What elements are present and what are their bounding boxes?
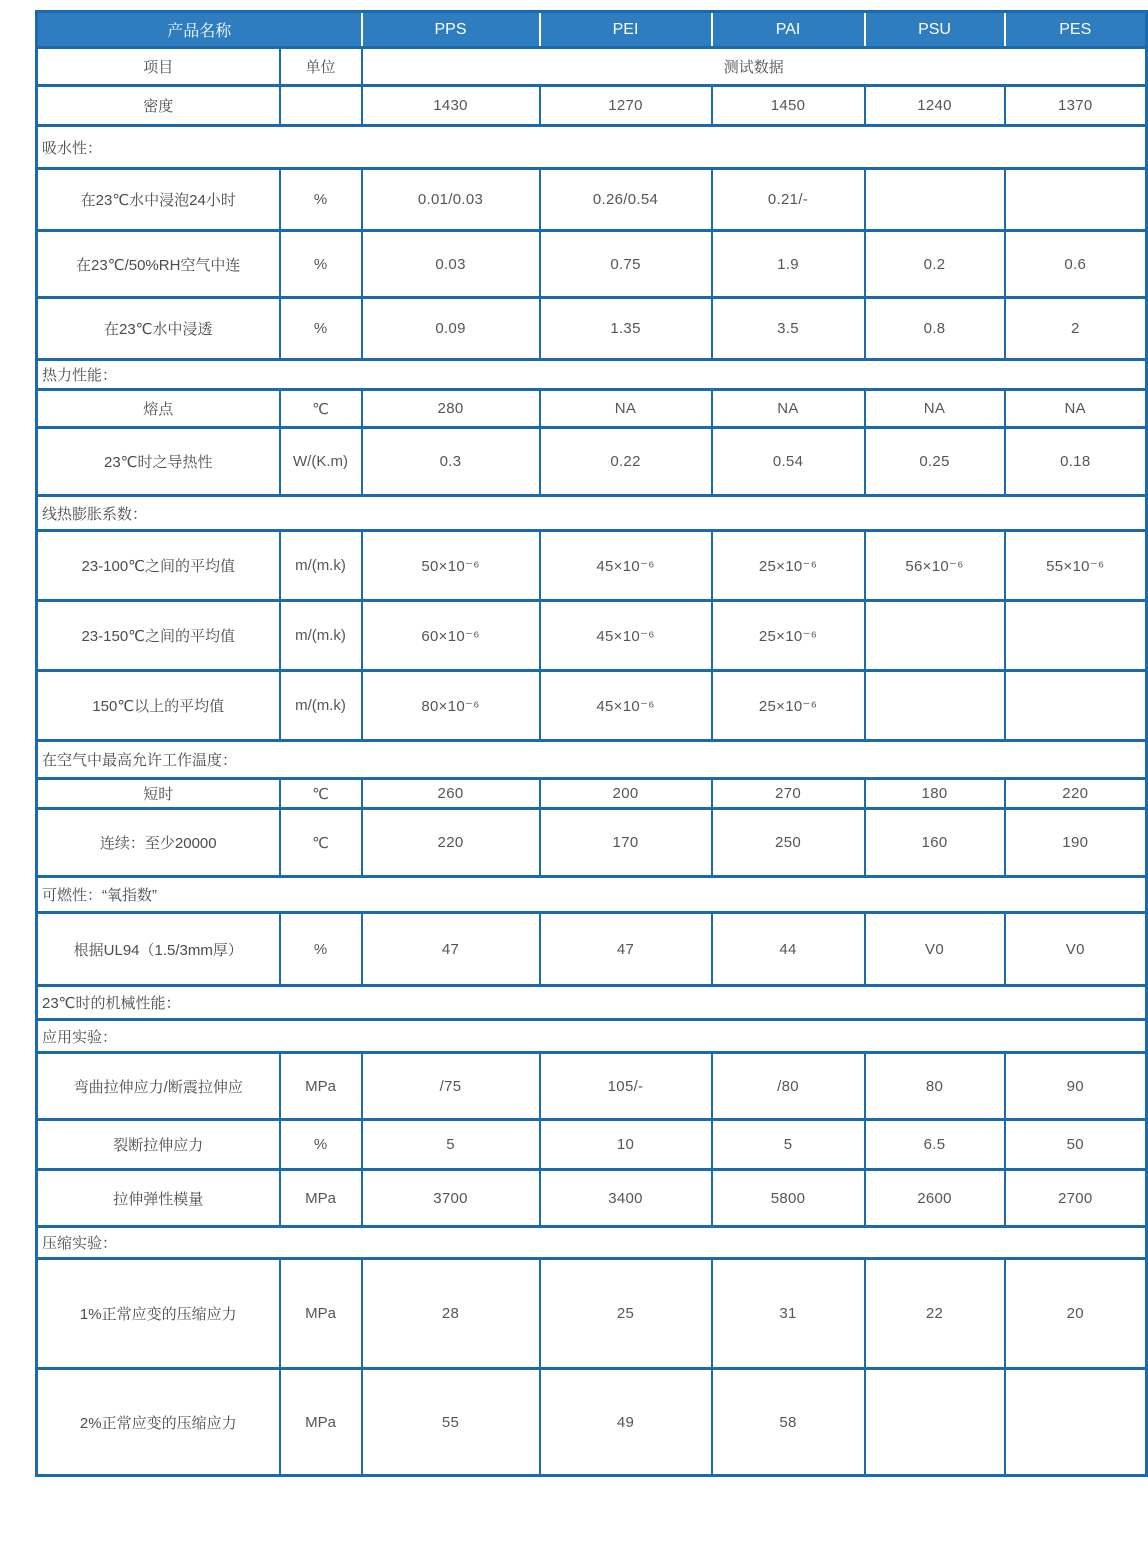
row-unit: W/(K.m) [280, 428, 362, 496]
cell-value: 60×10⁻⁶ [362, 601, 540, 671]
cell-value: 25 [540, 1259, 712, 1369]
row-label: 密度 [37, 86, 280, 126]
cell-value: 55 [362, 1369, 540, 1476]
row-label: 连续：至少20000 [37, 809, 280, 877]
cell-value: 44 [712, 913, 865, 986]
cell-value: 45×10⁻⁶ [540, 601, 712, 671]
row-label: 在23℃水中浸泡24小时 [37, 169, 280, 231]
cell-value: 56×10⁻⁶ [865, 531, 1005, 601]
cell-value: 22 [865, 1259, 1005, 1369]
row-label: 23℃时之导热性 [37, 428, 280, 496]
column-header-pps: PPS [362, 12, 540, 48]
cell-value: 0.54 [712, 428, 865, 496]
column-header-pai: PAI [712, 12, 865, 48]
table-row [37, 779, 1147, 809]
section-row [37, 126, 1147, 169]
cell-value: 80 [865, 1053, 1005, 1120]
row-unit: MPa [280, 1170, 362, 1227]
table-row [37, 531, 1147, 601]
table-row [37, 1259, 1147, 1369]
table-row [37, 231, 1147, 298]
table-row [37, 1120, 1147, 1170]
row-unit: MPa [280, 1259, 362, 1369]
section-label: 线热膨胀系数： [37, 496, 1147, 531]
unit-header: 单位 [280, 48, 362, 86]
cell-value: NA [540, 390, 712, 428]
section-row [37, 1227, 1147, 1259]
cell-value: 0.09 [362, 298, 540, 360]
cell-value: 0.26/0.54 [540, 169, 712, 231]
cell-value: 5800 [712, 1170, 865, 1227]
cell-value: NA [712, 390, 865, 428]
cell-value: 170 [540, 809, 712, 877]
cell-value: 47 [540, 913, 712, 986]
table-row [37, 86, 1147, 126]
cell-value: 3700 [362, 1170, 540, 1227]
cell-value: NA [1005, 390, 1147, 428]
table-subheader-row [37, 48, 1147, 86]
row-unit: % [280, 169, 362, 231]
table-row [37, 298, 1147, 360]
cell-value: 25×10⁻⁶ [712, 531, 865, 601]
row-label: 2%正常应变的压缩应力 [37, 1369, 280, 1476]
cell-value: /75 [362, 1053, 540, 1120]
cell-value: 0.22 [540, 428, 712, 496]
cell-value: 1450 [712, 86, 865, 126]
table-row [37, 390, 1147, 428]
row-unit: m/(m.k) [280, 601, 362, 671]
cell-value: 270 [712, 779, 865, 809]
cell-value: V0 [1005, 913, 1147, 986]
row-label: 150℃以上的平均值 [37, 671, 280, 741]
column-header-pes: PES [1005, 12, 1147, 48]
cell-value [1005, 169, 1147, 231]
cell-value: 90 [1005, 1053, 1147, 1120]
cell-value: 45×10⁻⁶ [540, 671, 712, 741]
table-row [37, 601, 1147, 671]
cell-value: 160 [865, 809, 1005, 877]
section-label: 23℃时的机械性能： [37, 986, 1147, 1020]
cell-value: 6.5 [865, 1120, 1005, 1170]
product-name-header: 产品名称 [37, 12, 362, 48]
table-row [37, 428, 1147, 496]
section-label: 可燃性：“氧指数” [37, 877, 1147, 913]
cell-value: 2 [1005, 298, 1147, 360]
cell-value [865, 671, 1005, 741]
table-body [37, 86, 1147, 1476]
row-unit: MPa [280, 1053, 362, 1120]
row-unit: % [280, 298, 362, 360]
row-unit: % [280, 1120, 362, 1170]
row-unit: % [280, 231, 362, 298]
cell-value: 5 [362, 1120, 540, 1170]
cell-value [865, 601, 1005, 671]
cell-value [1005, 671, 1147, 741]
cell-value: 0.75 [540, 231, 712, 298]
section-label: 在空气中最高允许工作温度： [37, 741, 1147, 779]
cell-value: NA [865, 390, 1005, 428]
table-row [37, 169, 1147, 231]
cell-value [1005, 601, 1147, 671]
row-unit: % [280, 913, 362, 986]
row-unit: ℃ [280, 779, 362, 809]
cell-value [865, 169, 1005, 231]
cell-value: 220 [362, 809, 540, 877]
cell-value: 260 [362, 779, 540, 809]
cell-value: 2700 [1005, 1170, 1147, 1227]
cell-value: 25×10⁻⁶ [712, 671, 865, 741]
cell-value: 1.9 [712, 231, 865, 298]
row-label: 拉伸弹性模量 [37, 1170, 280, 1227]
cell-value: 250 [712, 809, 865, 877]
cell-value: 55×10⁻⁶ [1005, 531, 1147, 601]
cell-value: 58 [712, 1369, 865, 1476]
cell-value: 50 [1005, 1120, 1147, 1170]
cell-value: 180 [865, 779, 1005, 809]
row-label: 弯曲拉伸应力/断震拉伸应 [37, 1053, 280, 1120]
table-row [37, 1369, 1147, 1476]
row-unit: ℃ [280, 390, 362, 428]
cell-value: 31 [712, 1259, 865, 1369]
cell-value: 0.01/0.03 [362, 169, 540, 231]
cell-value: V0 [865, 913, 1005, 986]
row-label: 熔点 [37, 390, 280, 428]
cell-value: 3400 [540, 1170, 712, 1227]
table-row [37, 913, 1147, 986]
cell-value: 5 [712, 1120, 865, 1170]
cell-value: 47 [362, 913, 540, 986]
cell-value [865, 1369, 1005, 1476]
cell-value: 0.3 [362, 428, 540, 496]
cell-value: 0.8 [865, 298, 1005, 360]
cell-value: 105/- [540, 1053, 712, 1120]
section-label: 压缩实验： [37, 1227, 1147, 1259]
cell-value: 0.25 [865, 428, 1005, 496]
cell-value: 2600 [865, 1170, 1005, 1227]
section-label: 吸水性： [37, 126, 1147, 169]
section-row [37, 496, 1147, 531]
column-header-pei: PEI [540, 12, 712, 48]
row-label: 在23℃/50%RH空气中连 [37, 231, 280, 298]
cell-value: 0.18 [1005, 428, 1147, 496]
table-row [37, 1170, 1147, 1227]
cell-value [1005, 1369, 1147, 1476]
cell-value: 1240 [865, 86, 1005, 126]
cell-value: 220 [1005, 779, 1147, 809]
cell-value: 0.03 [362, 231, 540, 298]
cell-value: 45×10⁻⁶ [540, 531, 712, 601]
cell-value: /80 [712, 1053, 865, 1120]
row-label: 在23℃水中浸透 [37, 298, 280, 360]
table-row [37, 809, 1147, 877]
cell-value: 0.2 [865, 231, 1005, 298]
cell-value: 190 [1005, 809, 1147, 877]
cell-value: 10 [540, 1120, 712, 1170]
row-label: 裂断拉伸应力 [37, 1120, 280, 1170]
row-unit: ℃ [280, 809, 362, 877]
section-label: 应用实验： [37, 1020, 1147, 1053]
cell-value: 80×10⁻⁶ [362, 671, 540, 741]
cell-value: 1370 [1005, 86, 1147, 126]
table-header-row [37, 12, 1147, 48]
table-row [37, 1053, 1147, 1120]
test-data-header: 测试数据 [362, 48, 1147, 86]
cell-value: 200 [540, 779, 712, 809]
cell-value: 1270 [540, 86, 712, 126]
cell-value: 50×10⁻⁶ [362, 531, 540, 601]
row-unit: m/(m.k) [280, 531, 362, 601]
cell-value: 1430 [362, 86, 540, 126]
cell-value: 0.21/- [712, 169, 865, 231]
cell-value: 25×10⁻⁶ [712, 601, 865, 671]
section-row [37, 986, 1147, 1020]
row-label: 1%正常应变的压缩应力 [37, 1259, 280, 1369]
section-row [37, 877, 1147, 913]
row-label: 23-150℃之间的平均值 [37, 601, 280, 671]
material-spec-table [35, 10, 1148, 1477]
row-unit [280, 86, 362, 126]
cell-value: 20 [1005, 1259, 1147, 1369]
table-row [37, 671, 1147, 741]
row-unit: m/(m.k) [280, 671, 362, 741]
section-row [37, 360, 1147, 390]
row-label: 短时 [37, 779, 280, 809]
cell-value: 28 [362, 1259, 540, 1369]
section-label: 热力性能： [37, 360, 1147, 390]
row-label: 23-100℃之间的平均值 [37, 531, 280, 601]
section-row [37, 741, 1147, 779]
item-header: 项目 [37, 48, 280, 86]
row-unit: MPa [280, 1369, 362, 1476]
cell-value: 280 [362, 390, 540, 428]
row-label: 根据UL94（1.5/3mm厚） [37, 913, 280, 986]
cell-value: 49 [540, 1369, 712, 1476]
section-row [37, 1020, 1147, 1053]
cell-value: 1.35 [540, 298, 712, 360]
cell-value: 3.5 [712, 298, 865, 360]
column-header-psu: PSU [865, 12, 1005, 48]
cell-value: 0.6 [1005, 231, 1147, 298]
